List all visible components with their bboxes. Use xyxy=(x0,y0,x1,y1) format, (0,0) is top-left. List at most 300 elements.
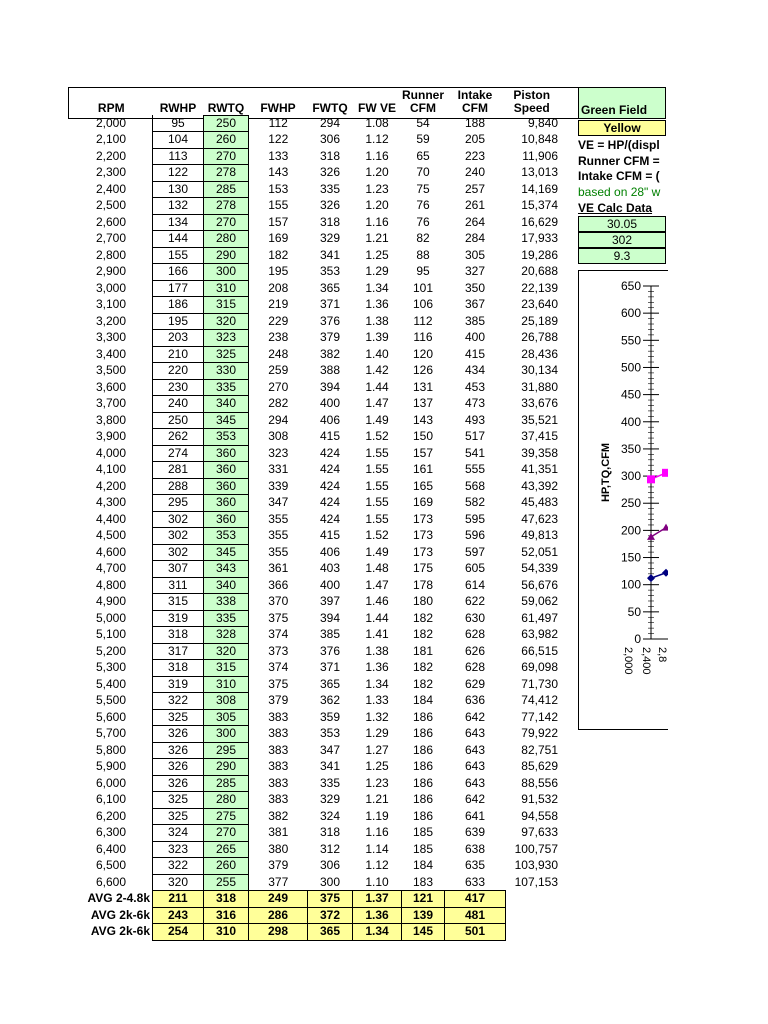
cell-piston: 71,730 xyxy=(521,676,558,691)
cell-rwtq[interactable]: 353 xyxy=(204,429,249,446)
cell-runner: 186 xyxy=(412,742,434,757)
cell-runner: 186 xyxy=(412,726,434,741)
cell-runner: 150 xyxy=(412,429,434,444)
cell-fwhp: 377 xyxy=(268,874,289,889)
cell-fwtq: 326 xyxy=(319,165,341,180)
cell-rwtq[interactable]: 360 xyxy=(204,495,249,512)
cell-fwtq: 294 xyxy=(319,115,341,130)
cell-fwhp: 157 xyxy=(268,214,289,229)
cell-intake: 473 xyxy=(464,396,486,411)
cell-fwtq: 326 xyxy=(319,198,341,213)
cell-rwtq[interactable]: 360 xyxy=(204,478,249,495)
cell-piston: 20,688 xyxy=(521,264,558,279)
table-row xyxy=(70,445,560,462)
cell-rwhp[interactable]: 302 xyxy=(153,511,204,528)
cell-rwtq[interactable]: 338 xyxy=(204,594,249,611)
cell-piston: 9,840 xyxy=(527,115,558,130)
cell-runner: 101 xyxy=(412,280,434,295)
cell-fwhp: 380 xyxy=(268,841,289,856)
cell-fwve: 1.48 xyxy=(365,561,389,576)
cell-rwtq[interactable]: 320 xyxy=(204,313,249,330)
cell-intake: 327 xyxy=(464,264,486,279)
cell-rwtq[interactable]: 260 xyxy=(204,132,249,149)
ve-calc-value-3[interactable]: 9.3 xyxy=(578,248,666,264)
cell-rwtq[interactable]: 260 xyxy=(204,858,249,875)
cell-rwhp[interactable]: 95 xyxy=(153,115,204,132)
cell-fwve: 1.47 xyxy=(365,577,389,592)
cell-fwhp: 259 xyxy=(268,363,289,378)
cell-rwhp[interactable]: 295 xyxy=(153,495,204,512)
cell-fwve: 1.36 xyxy=(365,660,389,675)
cell-rwtq[interactable]: 335 xyxy=(204,610,249,627)
cell-rwtq[interactable]: 280 xyxy=(204,231,249,248)
cell-rpm: 5,400 xyxy=(95,676,127,691)
cell-rwtq[interactable]: 290 xyxy=(204,759,249,776)
cell-rwhp[interactable]: 186 xyxy=(153,297,204,314)
cell-fwhp: 383 xyxy=(268,775,289,790)
cell-fwve: 1.55 xyxy=(365,511,389,526)
avg-cell-fwtq: 375 xyxy=(308,891,353,908)
cell-rwtq[interactable]: 335 xyxy=(204,379,249,396)
cell-piston: 97,633 xyxy=(521,825,558,840)
cell-rpm: 2,300 xyxy=(95,165,127,180)
cell-runner: 181 xyxy=(412,643,434,658)
cell-rpm: 4,200 xyxy=(95,478,127,493)
cell-rwtq[interactable]: 270 xyxy=(204,825,249,842)
cell-rwhp[interactable]: 325 xyxy=(153,709,204,726)
cell-rwhp[interactable]: 326 xyxy=(153,759,204,776)
cell-rpm: 5,100 xyxy=(95,627,127,642)
header-rwtq: RWTQ xyxy=(207,100,245,115)
cell-rwhp[interactable]: 130 xyxy=(153,181,204,198)
cell-rwhp[interactable]: 230 xyxy=(153,379,204,396)
cell-rwhp[interactable]: 113 xyxy=(153,148,204,165)
cell-runner: 165 xyxy=(412,478,434,493)
dyno-table xyxy=(70,89,560,941)
cell-piston: 94,558 xyxy=(521,808,558,823)
cell-intake: 240 xyxy=(464,165,486,180)
table-row xyxy=(70,858,560,875)
cell-fwve: 1.21 xyxy=(365,231,389,246)
cell-rwhp[interactable]: 177 xyxy=(153,280,204,297)
cell-fwhp: 153 xyxy=(268,181,289,196)
cell-rwtq[interactable]: 300 xyxy=(204,726,249,743)
cell-piston: 74,412 xyxy=(521,693,558,708)
cell-fwhp: 339 xyxy=(268,478,289,493)
cell-runner: 186 xyxy=(412,792,434,807)
cell-rwhp[interactable]: 319 xyxy=(153,610,204,627)
cell-intake: 595 xyxy=(464,511,486,526)
table-row xyxy=(70,660,560,677)
cell-fwtq: 312 xyxy=(319,841,341,856)
cell-rpm: 2,000 xyxy=(95,115,127,130)
cell-fwhp: 270 xyxy=(268,379,289,394)
cell-rwtq[interactable]: 275 xyxy=(204,808,249,825)
cell-intake: 642 xyxy=(464,792,486,807)
cell-runner: 183 xyxy=(412,874,434,889)
cell-fwve: 1.44 xyxy=(365,610,389,625)
cell-rwhp[interactable]: 203 xyxy=(153,330,204,347)
avg-cell-runner: 145 xyxy=(402,924,445,941)
cell-fwtq: 335 xyxy=(319,181,341,196)
cell-piston: 47,623 xyxy=(521,511,558,526)
table-row xyxy=(70,313,560,330)
header-runner-l2: CFM xyxy=(410,101,436,115)
cell-rwhp[interactable]: 326 xyxy=(153,726,204,743)
cell-rwtq[interactable]: 330 xyxy=(204,363,249,380)
cell-runner: 116 xyxy=(413,330,433,345)
cell-rwtq[interactable]: 308 xyxy=(204,693,249,710)
cell-fwtq: 365 xyxy=(319,676,341,691)
cell-rpm: 4,100 xyxy=(95,462,127,477)
cell-rwtq[interactable]: 278 xyxy=(204,165,249,182)
cell-rwhp[interactable]: 104 xyxy=(153,132,204,149)
cell-rwtq[interactable]: 325 xyxy=(204,346,249,363)
green-field-legend: Green Field xyxy=(578,87,666,119)
cell-fwtq: 318 xyxy=(319,825,341,840)
cell-rwtq[interactable]: 278 xyxy=(204,198,249,215)
cell-fwtq: 359 xyxy=(319,709,341,724)
cell-rwhp[interactable]: 132 xyxy=(153,198,204,215)
cell-rwhp[interactable]: 195 xyxy=(153,313,204,330)
cell-runner: 178 xyxy=(412,577,434,592)
cell-rwtq[interactable]: 315 xyxy=(204,660,249,677)
avg-cell-empty xyxy=(506,907,561,924)
cell-fwve: 1.21 xyxy=(365,792,389,807)
cell-fwhp: 382 xyxy=(268,808,289,823)
cell-rwhp[interactable]: 326 xyxy=(153,775,204,792)
cell-rwhp[interactable]: 318 xyxy=(153,660,204,677)
cell-rwtq[interactable]: 323 xyxy=(204,330,249,347)
cell-rpm: 2,200 xyxy=(95,148,127,163)
cell-fwhp: 195 xyxy=(268,264,289,279)
cell-fwtq: 306 xyxy=(319,858,341,873)
cell-rwhp[interactable]: 302 xyxy=(153,528,204,545)
cell-rpm: 2,500 xyxy=(95,198,127,213)
cell-piston: 63,982 xyxy=(521,627,558,642)
cell-fwtq: 365 xyxy=(319,280,341,295)
cell-rpm: 5,800 xyxy=(95,742,127,757)
cell-fwtq: 362 xyxy=(319,693,341,708)
cell-piston: 25,189 xyxy=(521,313,558,328)
data-point xyxy=(647,574,655,582)
cell-rwhp[interactable]: 281 xyxy=(153,462,204,479)
cell-rpm: 5,600 xyxy=(95,709,127,724)
chart-frame xyxy=(578,270,668,730)
cell-fwve: 1.41 xyxy=(365,627,389,642)
cell-piston: 61,497 xyxy=(521,610,558,625)
cell-piston: 11,906 xyxy=(522,148,558,163)
cell-rwtq[interactable]: 255 xyxy=(204,874,249,891)
cell-intake: 628 xyxy=(464,660,486,675)
cell-rwhp[interactable]: 122 xyxy=(153,165,204,182)
table-row xyxy=(70,429,560,446)
header-runner-cfm xyxy=(402,89,445,115)
cell-fwve: 1.55 xyxy=(365,478,389,493)
cell-intake: 223 xyxy=(464,148,486,163)
cell-rpm: 5,000 xyxy=(95,610,127,625)
cell-runner: 76 xyxy=(416,198,430,213)
cell-piston: 52,051 xyxy=(521,544,558,559)
cell-piston: 31,880 xyxy=(521,379,558,394)
ve-calc-value-1[interactable]: 30.05 xyxy=(578,216,666,232)
cell-rwhp[interactable]: 220 xyxy=(153,363,204,380)
cell-intake: 642 xyxy=(464,709,486,724)
cell-fwtq: 400 xyxy=(319,577,341,592)
cell-rwhp[interactable]: 274 xyxy=(153,445,204,462)
cell-intake: 434 xyxy=(464,363,486,378)
table-row xyxy=(70,148,560,165)
cell-piston: 69,098 xyxy=(521,660,558,675)
cell-rwtq[interactable]: 310 xyxy=(204,676,249,693)
cell-fwhp: 375 xyxy=(268,610,289,625)
cell-rpm: 6,300 xyxy=(95,825,127,840)
intake-formula: Intake CFM = ( xyxy=(578,169,660,183)
cell-piston: 91,532 xyxy=(521,792,558,807)
cell-fwve: 1.23 xyxy=(365,775,389,790)
cell-fwhp: 219 xyxy=(268,297,289,312)
cell-fwve: 1.44 xyxy=(365,379,389,394)
cell-fwhp: 347 xyxy=(268,495,289,510)
table-row xyxy=(70,544,560,561)
cell-fwtq: 376 xyxy=(319,643,341,658)
cell-intake: 205 xyxy=(464,132,486,147)
cell-fwtq: 406 xyxy=(319,412,341,427)
table-row xyxy=(70,412,560,429)
cell-rwhp[interactable]: 262 xyxy=(153,429,204,446)
cell-intake: 367 xyxy=(464,297,486,312)
cell-rwhp[interactable]: 155 xyxy=(153,247,204,264)
cell-piston: 14,169 xyxy=(521,181,558,196)
cell-fwtq: 394 xyxy=(319,379,341,394)
cell-intake: 257 xyxy=(464,181,486,196)
cell-runner: 186 xyxy=(412,759,434,774)
cell-runner: 184 xyxy=(412,693,434,708)
y-axis-label: HP,TQ,CFM xyxy=(600,442,612,503)
header-intake-l2: CFM xyxy=(462,101,488,115)
cell-rwtq[interactable]: 345 xyxy=(204,544,249,561)
cell-intake: 639 xyxy=(464,825,486,840)
cell-rpm: 4,300 xyxy=(95,495,127,510)
cell-rwhp[interactable]: 311 xyxy=(153,577,204,594)
cell-runner: 106 xyxy=(412,297,434,312)
cell-rwtq[interactable]: 280 xyxy=(204,792,249,809)
cell-intake: 643 xyxy=(464,726,486,741)
table-row xyxy=(70,742,560,759)
cell-rwhp[interactable]: 322 xyxy=(153,693,204,710)
cell-rwtq[interactable]: 300 xyxy=(204,264,249,281)
x-tick-label: 2,8 xyxy=(656,647,668,663)
table-row xyxy=(70,775,560,792)
cell-rpm: 5,900 xyxy=(95,759,127,774)
cell-fwve: 1.49 xyxy=(365,544,389,559)
table-row xyxy=(70,115,560,132)
cell-fwtq: 318 xyxy=(319,148,341,163)
cell-intake: 453 xyxy=(464,379,486,394)
y-tick-label: 400 xyxy=(620,414,641,429)
cell-rwhp[interactable]: 210 xyxy=(153,346,204,363)
cell-piston: 66,515 xyxy=(521,643,558,658)
cell-piston: 10,848 xyxy=(521,132,558,147)
cell-fwhp: 331 xyxy=(268,462,289,477)
cell-fwhp: 383 xyxy=(268,792,289,807)
cell-rwtq[interactable]: 265 xyxy=(204,841,249,858)
cell-rpm: 6,500 xyxy=(95,858,127,873)
cell-rwhp[interactable]: 302 xyxy=(153,544,204,561)
cell-fwhp: 282 xyxy=(268,396,289,411)
cell-fwhp: 361 xyxy=(268,561,289,576)
table-row xyxy=(70,676,560,693)
cell-intake: 261 xyxy=(464,198,486,213)
cell-runner: 169 xyxy=(412,495,434,510)
cell-rwhp[interactable]: 319 xyxy=(153,676,204,693)
cell-intake: 555 xyxy=(464,462,486,477)
cell-runner: 185 xyxy=(412,841,434,856)
cell-rwtq[interactable]: 295 xyxy=(204,742,249,759)
cell-piston: 107,153 xyxy=(514,874,558,889)
runner-formula: Runner CFM = xyxy=(578,154,660,168)
cell-piston: 54,339 xyxy=(521,561,558,576)
cell-rwtq[interactable]: 340 xyxy=(204,577,249,594)
cell-rwtq[interactable]: 270 xyxy=(204,214,249,231)
cell-rwtq[interactable]: 360 xyxy=(204,511,249,528)
cell-rwhp[interactable]: 250 xyxy=(153,412,204,429)
cell-rpm: 4,800 xyxy=(95,577,127,592)
cell-rpm: 3,200 xyxy=(95,313,127,328)
cell-fwtq: 382 xyxy=(319,346,341,361)
cell-fwve: 1.12 xyxy=(365,858,389,873)
y-tick-label: 200 xyxy=(620,523,641,538)
cell-rpm: 2,400 xyxy=(95,181,127,196)
cell-rwhp[interactable]: 318 xyxy=(153,627,204,644)
cell-fwhp: 370 xyxy=(268,594,289,609)
cell-fwtq: 406 xyxy=(319,544,341,559)
header-fwve: FW VE xyxy=(358,101,396,115)
cell-fwve: 1.20 xyxy=(365,198,389,213)
avg-cell-runner: 139 xyxy=(402,907,445,924)
cell-rwhp[interactable]: 320 xyxy=(153,874,204,891)
cell-rwhp[interactable]: 315 xyxy=(153,594,204,611)
cell-rwtq[interactable]: 290 xyxy=(204,247,249,264)
cell-rwhp[interactable]: 166 xyxy=(153,264,204,281)
cell-fwtq: 347 xyxy=(319,742,341,757)
cell-fwtq: 335 xyxy=(319,775,341,790)
cell-fwtq: 415 xyxy=(319,429,341,444)
cell-fwhp: 355 xyxy=(268,528,289,543)
cell-fwtq: 300 xyxy=(319,874,341,889)
cell-rwtq[interactable]: 360 xyxy=(204,462,249,479)
cell-rwtq[interactable]: 315 xyxy=(204,297,249,314)
cell-runner: 75 xyxy=(416,181,430,196)
average-row xyxy=(70,907,560,924)
cell-rwhp[interactable]: 324 xyxy=(153,825,204,842)
cell-fwhp: 366 xyxy=(268,577,289,592)
cell-rwhp[interactable]: 144 xyxy=(153,231,204,248)
cell-rwhp[interactable]: 325 xyxy=(153,808,204,825)
y-tick-label: 500 xyxy=(620,360,641,375)
cell-rpm: 2,700 xyxy=(95,231,127,246)
table-row xyxy=(70,379,560,396)
cell-rwtq[interactable]: 320 xyxy=(204,643,249,660)
cell-rwhp[interactable]: 323 xyxy=(153,841,204,858)
avg-cell-fwhp: 286 xyxy=(249,907,308,924)
table-row xyxy=(70,165,560,182)
cell-rwhp[interactable]: 326 xyxy=(153,742,204,759)
cell-fwhp: 374 xyxy=(268,627,289,642)
cell-fwhp: 229 xyxy=(268,313,289,328)
table-row xyxy=(70,297,560,314)
based-on-note: based on 28" w xyxy=(578,185,661,199)
cell-piston: 79,922 xyxy=(521,726,558,741)
cell-runner: 54 xyxy=(416,115,430,130)
cell-rwhp[interactable]: 307 xyxy=(153,561,204,578)
cell-runner: 157 xyxy=(412,445,434,460)
cell-rwtq[interactable]: 285 xyxy=(204,775,249,792)
header-runner-l1: Runner xyxy=(402,89,444,102)
cell-fwve: 1.55 xyxy=(365,445,389,460)
cell-intake: 643 xyxy=(464,775,486,790)
cell-runner: 95 xyxy=(416,264,430,279)
avg-cell-fwtq: 365 xyxy=(308,924,353,941)
avg-cell-fwhp: 298 xyxy=(249,924,308,941)
cell-rwhp[interactable]: 322 xyxy=(153,858,204,875)
cell-intake: 582 xyxy=(464,495,486,510)
cell-rwhp[interactable]: 325 xyxy=(153,792,204,809)
cell-fwtq: 394 xyxy=(319,610,341,625)
avg-cell-rwhp: 211 xyxy=(153,891,204,908)
cell-runner: 161 xyxy=(412,462,434,477)
y-tick-label: 150 xyxy=(620,550,641,565)
cell-rwtq[interactable]: 343 xyxy=(204,561,249,578)
cell-rwtq[interactable]: 310 xyxy=(204,280,249,297)
cell-rwtq[interactable]: 285 xyxy=(204,181,249,198)
cell-rpm: 2,900 xyxy=(95,264,127,279)
cell-piston: 82,751 xyxy=(521,742,558,757)
cell-rwtq[interactable]: 328 xyxy=(204,627,249,644)
cell-piston: 22,139 xyxy=(521,280,558,295)
cell-rwtq[interactable]: 305 xyxy=(204,709,249,726)
cell-rwtq[interactable]: 353 xyxy=(204,528,249,545)
cell-piston: 33,676 xyxy=(521,396,558,411)
cell-rwhp[interactable]: 288 xyxy=(153,478,204,495)
ve-calc-value-2[interactable]: 302 xyxy=(578,232,666,248)
cell-fwhp: 155 xyxy=(268,198,289,213)
cell-fwve: 1.16 xyxy=(365,214,389,229)
cell-rpm: 3,400 xyxy=(95,346,127,361)
cell-fwhp: 381 xyxy=(268,825,289,840)
cell-rpm: 6,000 xyxy=(95,775,127,790)
cell-rwtq[interactable]: 250 xyxy=(204,115,249,132)
cell-fwve: 1.08 xyxy=(365,115,389,130)
cell-runner: 76 xyxy=(416,214,430,229)
cell-fwhp: 133 xyxy=(268,148,289,163)
cell-rwtq[interactable]: 270 xyxy=(204,148,249,165)
cell-rwhp[interactable]: 134 xyxy=(153,214,204,231)
cell-rwtq[interactable]: 360 xyxy=(204,445,249,462)
cell-rpm: 3,000 xyxy=(95,280,127,295)
cell-piston: 23,640 xyxy=(521,297,558,312)
cell-rwhp[interactable]: 317 xyxy=(153,643,204,660)
header-fwtq: FWTQ xyxy=(312,101,348,115)
cell-rwtq[interactable]: 345 xyxy=(204,412,249,429)
cell-fwtq: 353 xyxy=(319,264,341,279)
cell-piston: 85,629 xyxy=(521,759,558,774)
cell-fwhp: 383 xyxy=(268,759,289,774)
cell-rwtq[interactable]: 340 xyxy=(204,396,249,413)
cell-rwhp[interactable]: 240 xyxy=(153,396,204,413)
average-row xyxy=(70,924,560,941)
cell-fwhp: 238 xyxy=(268,330,289,345)
